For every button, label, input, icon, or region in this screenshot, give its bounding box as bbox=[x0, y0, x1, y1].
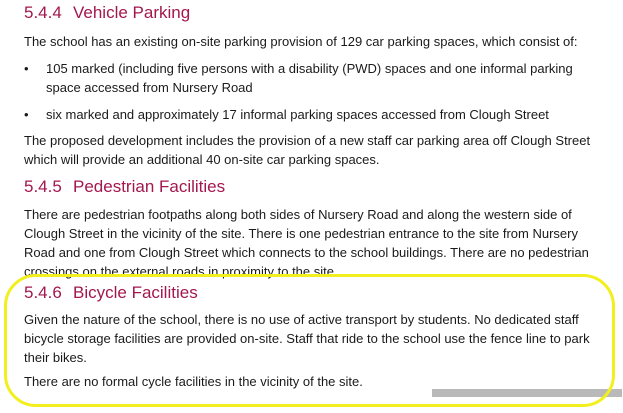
list-item-text: six marked and approximately 17 informal parking spaces accessed from Clough Street bbox=[46, 107, 549, 122]
vehicle-parking-intro: The school has an existing on-site parking provision of 129 car parking spaces, which consist of: bbox=[24, 34, 578, 49]
section-title: Vehicle Parking bbox=[73, 3, 191, 22]
section-number: 5.4.4 bbox=[24, 3, 62, 22]
section-heading-vehicle-parking bbox=[24, 3, 190, 23]
bullet-icon: • bbox=[24, 107, 29, 122]
section-title: Pedestrian Facilities bbox=[73, 177, 226, 196]
bicycle-facilities-body: Given the nature of the school, there is no use of active transport by students. No dedicated staff bicycle storage facilities are provided on-site. Staff that ride to the school use the fence line to park their bikes. bbox=[24, 312, 590, 365]
section-number: 5.4.6 bbox=[24, 283, 62, 302]
section-title: Bicycle Facilities bbox=[73, 283, 198, 302]
list-item-text: 105 marked (including five persons with a disability (PWD) spaces and one informal parking space accessed from Nursery Road bbox=[46, 61, 573, 95]
bullet-icon: • bbox=[24, 61, 29, 76]
vehicle-parking-closing: The proposed development includes the provision of a new staff car parking area off Clough Street which will provide an additional 40 on-site car parking spaces. bbox=[24, 133, 591, 167]
bicycle-facilities-closing: There are no formal cycle facilities in the vicinity of the site. bbox=[24, 374, 363, 389]
pedestrian-facilities-body: There are pedestrian footpaths along both sides of Nursery Road and along the western side of Clough Street in the vicinity of the site. There is one pedestrian entrance to the site from Nursery Road and one from Clough Street which connects to the school buildings. There are no pedestrian crossings on the external roads in proximity to the site. bbox=[24, 207, 589, 279]
section-heading-pedestrian-facilities bbox=[24, 177, 225, 197]
highlight-annotation bbox=[4, 274, 615, 407]
section-number: 5.4.5 bbox=[24, 177, 62, 196]
